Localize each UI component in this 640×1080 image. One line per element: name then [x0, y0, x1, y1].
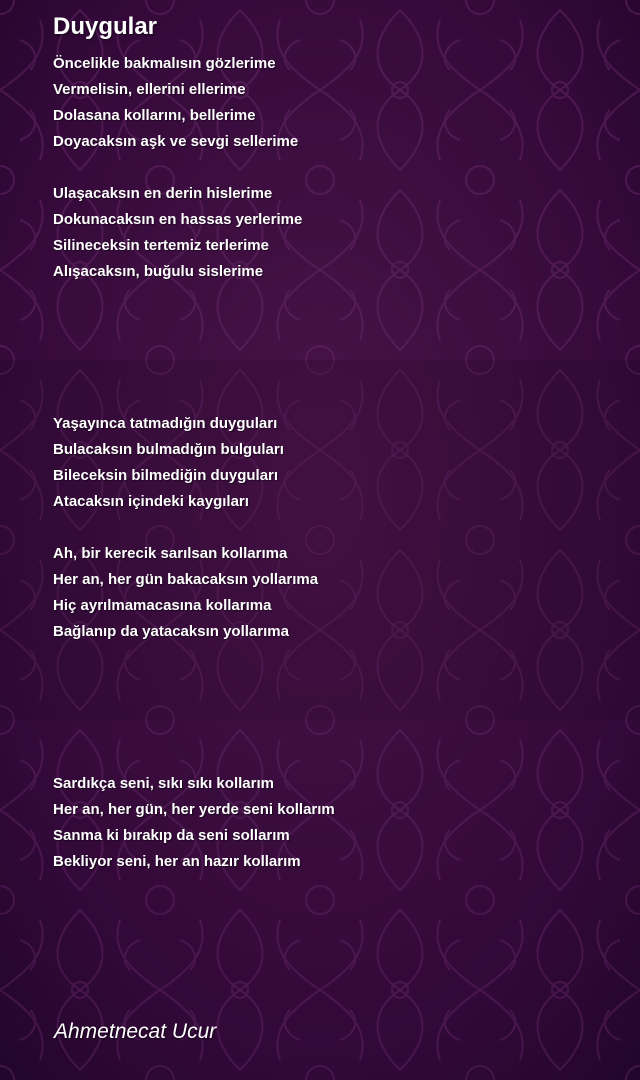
poem-line: Dolasana kollarını, bellerime — [53, 107, 256, 124]
poem-line: Öncelikle bakmalısın gözlerime — [53, 55, 276, 72]
poem-line: Sardıkça seni, sıkı sıkı kollarım — [53, 775, 274, 792]
poem-line: Doyacaksın aşk ve sevgi sellerime — [53, 133, 299, 150]
poem-line: Her an, her gün, her yerde seni kollarım — [53, 801, 335, 818]
stanza-3 — [53, 411, 284, 515]
poem-line: Yaşayınca tatmadığın duyguları — [53, 415, 278, 432]
stanza-2 — [53, 181, 302, 285]
poem-line: Atacaksın içindeki kaygıları — [53, 493, 249, 510]
stanza-4 — [53, 541, 318, 645]
poem-line: Alışacaksın, buğulu sislerime — [53, 263, 264, 280]
poem-line: Vermelisin, ellerini ellerime — [53, 81, 246, 98]
stanza-5 — [53, 771, 335, 875]
poem-line: Hiç ayrılmamacasına kollarıma — [53, 597, 272, 614]
poem-line: Ah, bir kerecik sarılsan kollarıma — [53, 545, 288, 562]
poem-line: Sanma ki bırakıp da seni sollarım — [53, 827, 290, 844]
poem-line: Ulaşacaksın en derin hislerime — [53, 185, 273, 202]
stanza-1 — [53, 51, 298, 155]
poem-line: Bekliyor seni, her an hazır kollarım — [53, 853, 301, 870]
poem-line: Bağlanıp da yatacaksın yollarıma — [53, 623, 289, 640]
poem-title: Duygular — [53, 13, 158, 40]
poem-line: Dokunacaksın en hassas yerlerime — [53, 211, 303, 228]
poem-line: Her an, her gün bakacaksın yollarıma — [53, 571, 319, 588]
poem-line: Bileceksin bilmediğin duyguları — [53, 467, 279, 484]
poem-author: Ahmetnecat Ucur — [54, 1020, 217, 1043]
poem-line: Bulacaksın bulmadığın bulguları — [53, 441, 284, 458]
poem-line: Silineceksin tertemiz terlerime — [53, 237, 269, 254]
